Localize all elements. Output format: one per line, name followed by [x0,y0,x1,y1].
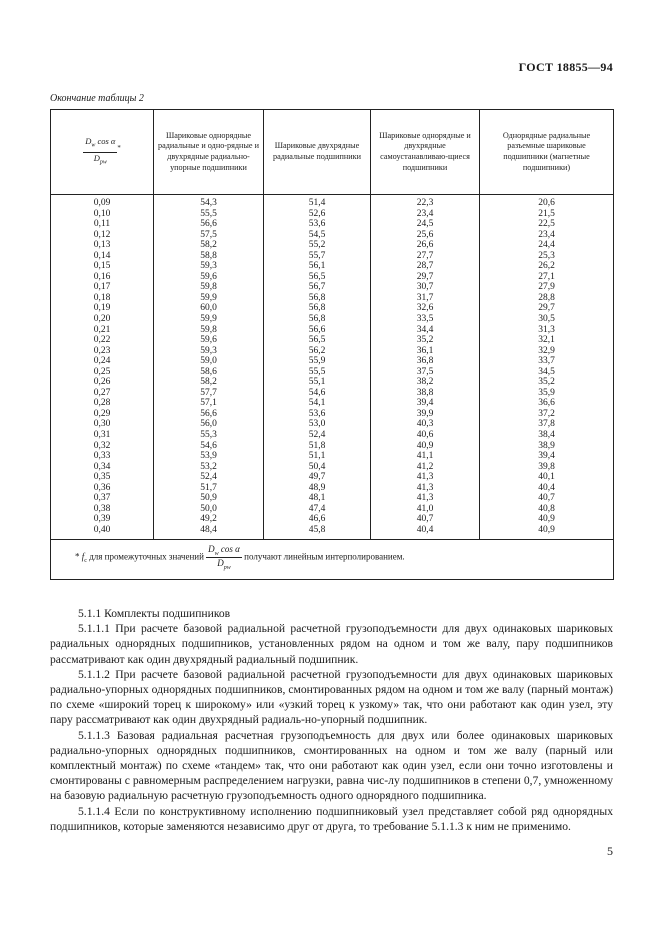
table-cell: 27,9 [538,282,555,293]
table-cell: 40,4 [538,482,555,493]
table-cell: 39,4 [416,398,434,409]
table-cell: 56,1 [308,261,326,272]
table-cell: 23,4 [538,229,555,240]
table-cell: 40,9 [538,514,555,525]
table-cell: 0,24 [93,356,111,367]
table-cell: 41,0 [416,503,434,514]
table-cell: 0,34 [93,461,111,472]
table-cell: 37,5 [416,366,434,377]
table-caption: Окончание таблицы 2 [50,93,144,104]
table-cell: 39,8 [538,461,555,472]
section-heading: 5.1.1 Комплекты подшипников [78,607,231,620]
table-cell: 40,1 [538,472,555,483]
table-cell: 33,5 [416,314,434,325]
table-cell: 59,9 [200,314,217,325]
table-cell: 58,2 [200,377,217,388]
footnote-fraction: $\frac{D_w \cos \alpha}{D_{pw}}$ [208,544,240,571]
table-cell: 0,19 [93,303,111,314]
table-cell: 50,0 [200,503,217,514]
table-cell: 35,2 [538,377,555,388]
table-cell: 0,40 [93,524,111,535]
table-cell: 47,4 [308,503,326,514]
table-cell: 37,8 [538,419,555,430]
table-cell: 34,5 [538,366,555,377]
table-cell: 56,5 [308,335,326,346]
table-cell: 41,3 [416,493,434,504]
table-cell: 57,5 [200,229,217,240]
table-cell: 53,0 [308,419,326,430]
table-cell: 30,5 [538,314,555,325]
table-cell: 53,2 [200,461,217,472]
table-cell: 54,6 [200,440,217,451]
table-cell: 59,0 [200,356,217,367]
table-cell: 46,6 [308,514,326,525]
table-cell: 30,7 [416,282,434,293]
column-header: Шариковые двухрядные радиальные подшипники [264,110,371,195]
table-cell: 0,14 [93,250,111,261]
table-cell: 36,1 [416,345,434,356]
table-cell: 59,6 [200,335,217,346]
table-cell: 24,4 [538,240,555,251]
table-cell: 27,1 [538,271,555,282]
table-cell: 54,6 [308,387,326,398]
ratio-fraction: $\frac{D_w \cos \alpha}{D_{pw}}$ [85,136,116,166]
table-cell: 32,9 [538,345,555,356]
table-cell: 0,15 [93,261,111,272]
table-cell: 59,8 [200,282,217,293]
table-cell: 0,31 [93,430,111,441]
table-cell: 0,21 [93,324,111,335]
table-cell: 59,3 [200,345,217,356]
table-cell: 0,26 [93,377,111,388]
table-cell: 57,1 [200,398,217,409]
table-cell: 32,6 [416,303,434,314]
table-cell: 40,3 [416,419,434,430]
table-cell: 29,7 [538,303,555,314]
table-cell: 0,28 [93,398,111,409]
ratio-column [51,195,154,540]
table-cell: 0,30 [93,419,111,430]
table-cell: 26,2 [538,261,555,272]
table-cell: 0,17 [93,282,111,293]
table-cell: 49,2 [200,514,217,525]
table-cell: 27,7 [416,250,434,261]
table-cell: 32,1 [538,335,555,346]
table-cell: 40,9 [416,440,434,451]
table-cell: 57,7 [200,387,217,398]
table-cell: 50,9 [200,493,217,504]
table-cell: 52,4 [200,472,217,483]
table-cell: 56,6 [200,219,217,230]
table-cell: 20,6 [538,198,555,208]
table-cell: 45,8 [308,524,326,535]
table-cell: 56,6 [200,408,217,419]
table-cell: 24,5 [416,219,434,230]
table-cell: 0,10 [93,208,111,219]
table-cell: 26,6 [416,240,434,251]
table-cell: 55,2 [308,240,326,251]
column-header: Однорядные радиальные разъемные шариковые подшипники (магнетные подшипники) [480,110,614,195]
table-cell: 22,5 [538,219,555,230]
table-cell: 59,9 [200,292,217,303]
table-cell: 23,4 [416,208,434,219]
double-row-radial-column [264,195,371,540]
separable-column [480,195,614,540]
table-body-row [51,195,614,540]
table-cell: 58,8 [200,250,217,261]
table-cell: 56,2 [308,345,326,356]
table-cell: 58,2 [200,240,217,251]
table-cell: 51,4 [308,198,326,208]
table-cell: 38,8 [416,387,434,398]
table-cell: 0,23 [93,345,111,356]
table-cell: 0,16 [93,271,111,282]
coefficient-table [50,109,614,580]
column-header: Шариковые однорядные радиальные и одно-рядные и двухрядные радиально-упорные подшипники [154,110,264,195]
table-cell: 0,09 [93,198,111,208]
table-cell: 41,1 [416,451,434,462]
table-cell: 55,5 [200,208,217,219]
table-cell: 53,6 [308,219,326,230]
table-cell: 59,6 [200,271,217,282]
table-cell: 39,4 [538,451,555,462]
table-cell: 21,5 [538,208,555,219]
table-header-row [51,110,614,195]
table-cell: 52,4 [308,430,326,441]
page-number: 5 [607,844,613,858]
table-cell: 28,7 [416,261,434,272]
table-cell: 41,3 [416,482,434,493]
table-cell: 39,9 [416,408,434,419]
table-cell: 55,3 [200,430,217,441]
paragraph: 5.1.1.3 Базовая радиальная расчетная грузоподъемность для двух или более одинаковых шариковых радиально-упорных однорядных подшипников, смонтированных на одном и том же валу (парный или комплектный монтаж) по схеме «тандем» так, что они работают как один узел, если они точно изготовлены и смонтированы с равномерным распределением нагрузки, равна чис-лу подшипников в степени 0,7, умноженному на базовую радиальную расчетную грузоподъемность одного однорядного подшипника. [50,728,613,803]
table-cell: 38,4 [538,430,555,441]
table-cell: 0,37 [93,493,111,504]
table-cell: 29,7 [416,271,434,282]
table-cell: 56,8 [308,314,326,325]
table-cell: 54,1 [308,398,326,409]
table-cell: 41,3 [416,472,434,483]
table-cell: 0,32 [93,440,111,451]
table-cell: 0,12 [93,229,111,240]
table-cell: 38,9 [538,440,555,451]
table-cell: 0,38 [93,503,111,514]
self-aligning-column [371,195,480,540]
table-cell: 53,6 [308,408,326,419]
table-cell: 55,9 [308,356,326,367]
table-cell: 25,6 [416,229,434,240]
body-text [50,606,613,834]
footnote-marker: * [117,145,121,153]
table-cell: 58,6 [200,366,217,377]
table-footnote-row [51,539,614,579]
paragraph: 5.1.1.4 Если по конструктивному исполнению подшипниковый узел представляет собой ряд однорядных подшипников, которые заменяются независимо друг от друга, то требование 5.1.1.3 к ним не применимо. [50,804,613,833]
table-cell: 40,6 [416,430,434,441]
table-cell: 48,4 [200,524,217,535]
table-cell: 37,2 [538,408,555,419]
ratio-header [51,110,154,195]
table-cell: 56,7 [308,282,326,293]
table-cell: 56,6 [308,324,326,335]
table-cell: 48,1 [308,493,326,504]
table-cell: 28,8 [538,292,555,303]
table-cell: 54,5 [308,229,326,240]
column-header: Шариковые однорядные и двухрядные самоустанавливаю-щиеся подшипники [371,110,480,195]
table-cell: 40,7 [538,493,555,504]
table-cell: 31,3 [538,324,555,335]
table-cell: 55,1 [308,377,326,388]
table-cell: 0,25 [93,366,111,377]
single-row-radial-column [154,195,264,540]
table-cell: 0,29 [93,408,111,419]
table-cell: 0,27 [93,387,111,398]
table-cell: 34,4 [416,324,434,335]
table-cell: 40,7 [416,514,434,525]
table-cell: 50,4 [308,461,326,472]
table-cell: 35,9 [538,387,555,398]
table-cell: 35,2 [416,335,434,346]
table-cell: 51,8 [308,440,326,451]
table-cell: 59,8 [200,324,217,335]
table-cell: 0,18 [93,292,111,303]
table-cell: 49,7 [308,472,326,483]
table-cell: 56,5 [308,271,326,282]
table-cell: 60,0 [200,303,217,314]
table-cell: 41,2 [416,461,434,472]
table-cell: 54,3 [200,198,217,208]
table-cell: 0,39 [93,514,111,525]
table-cell: 56,8 [308,303,326,314]
table-cell: 40,4 [416,524,434,535]
table-cell: 38,2 [416,377,434,388]
table-cell: 56,8 [308,292,326,303]
table-cell: 0,22 [93,335,111,346]
table-footnote: * $f_c$ для промежуточных значений $\frac{D_w \cos \alpha}{D_{pw}}$ получают линейным интерполированием. [51,539,614,579]
table-cell: 0,35 [93,472,111,483]
table-cell: 33,7 [538,356,555,367]
table-cell: 0,36 [93,482,111,493]
table-cell: 36,8 [416,356,434,367]
table-cell: 56,0 [200,419,217,430]
table-cell: 25,3 [538,250,555,261]
table-cell: 0,13 [93,240,111,251]
table-cell: 31,7 [416,292,434,303]
table-cell: 40,9 [538,524,555,535]
table-cell: 52,6 [308,208,326,219]
table-cell: 36,6 [538,398,555,409]
table-cell: 0,33 [93,451,111,462]
table-cell: 22,3 [416,198,434,208]
table-cell: 59,3 [200,261,217,272]
table-cell: 48,9 [308,482,326,493]
table-cell: 55,5 [308,366,326,377]
paragraph: 5.1.1.2 При расчете базовой радиальной расчетной грузоподъемности для двух одинаковых шариковых радиально-упорных однорядных подшипников, смонтированных рядом на одном и том же валу (парный монтаж) по схеме «широкий торец к широкому» или «узкий торец к узкому» так, что они работают как один узел, эту пару рассматривают как один двухрядный радиаль-но-упорный подшипник. [50,667,613,727]
table-cell: 51,7 [200,482,217,493]
table-cell: 51,1 [308,451,326,462]
table-cell: 55,7 [308,250,326,261]
table-cell: 53,9 [200,451,217,462]
paragraph: 5.1.1.1 При расчете базовой радиальной расчетной грузоподъемности для двух одинаковых шариковых радиальных однорядных подшипников, установленных рядом на одном и том же валу, пару подшипников рассматривают как один двухрядный радиальный подшипник. [50,622,613,666]
table-cell: 0,11 [93,219,111,230]
table-cell: 0,20 [93,314,111,325]
standard-header: ГОСТ 18855—94 [518,60,613,74]
table-cell: 40,8 [538,503,555,514]
